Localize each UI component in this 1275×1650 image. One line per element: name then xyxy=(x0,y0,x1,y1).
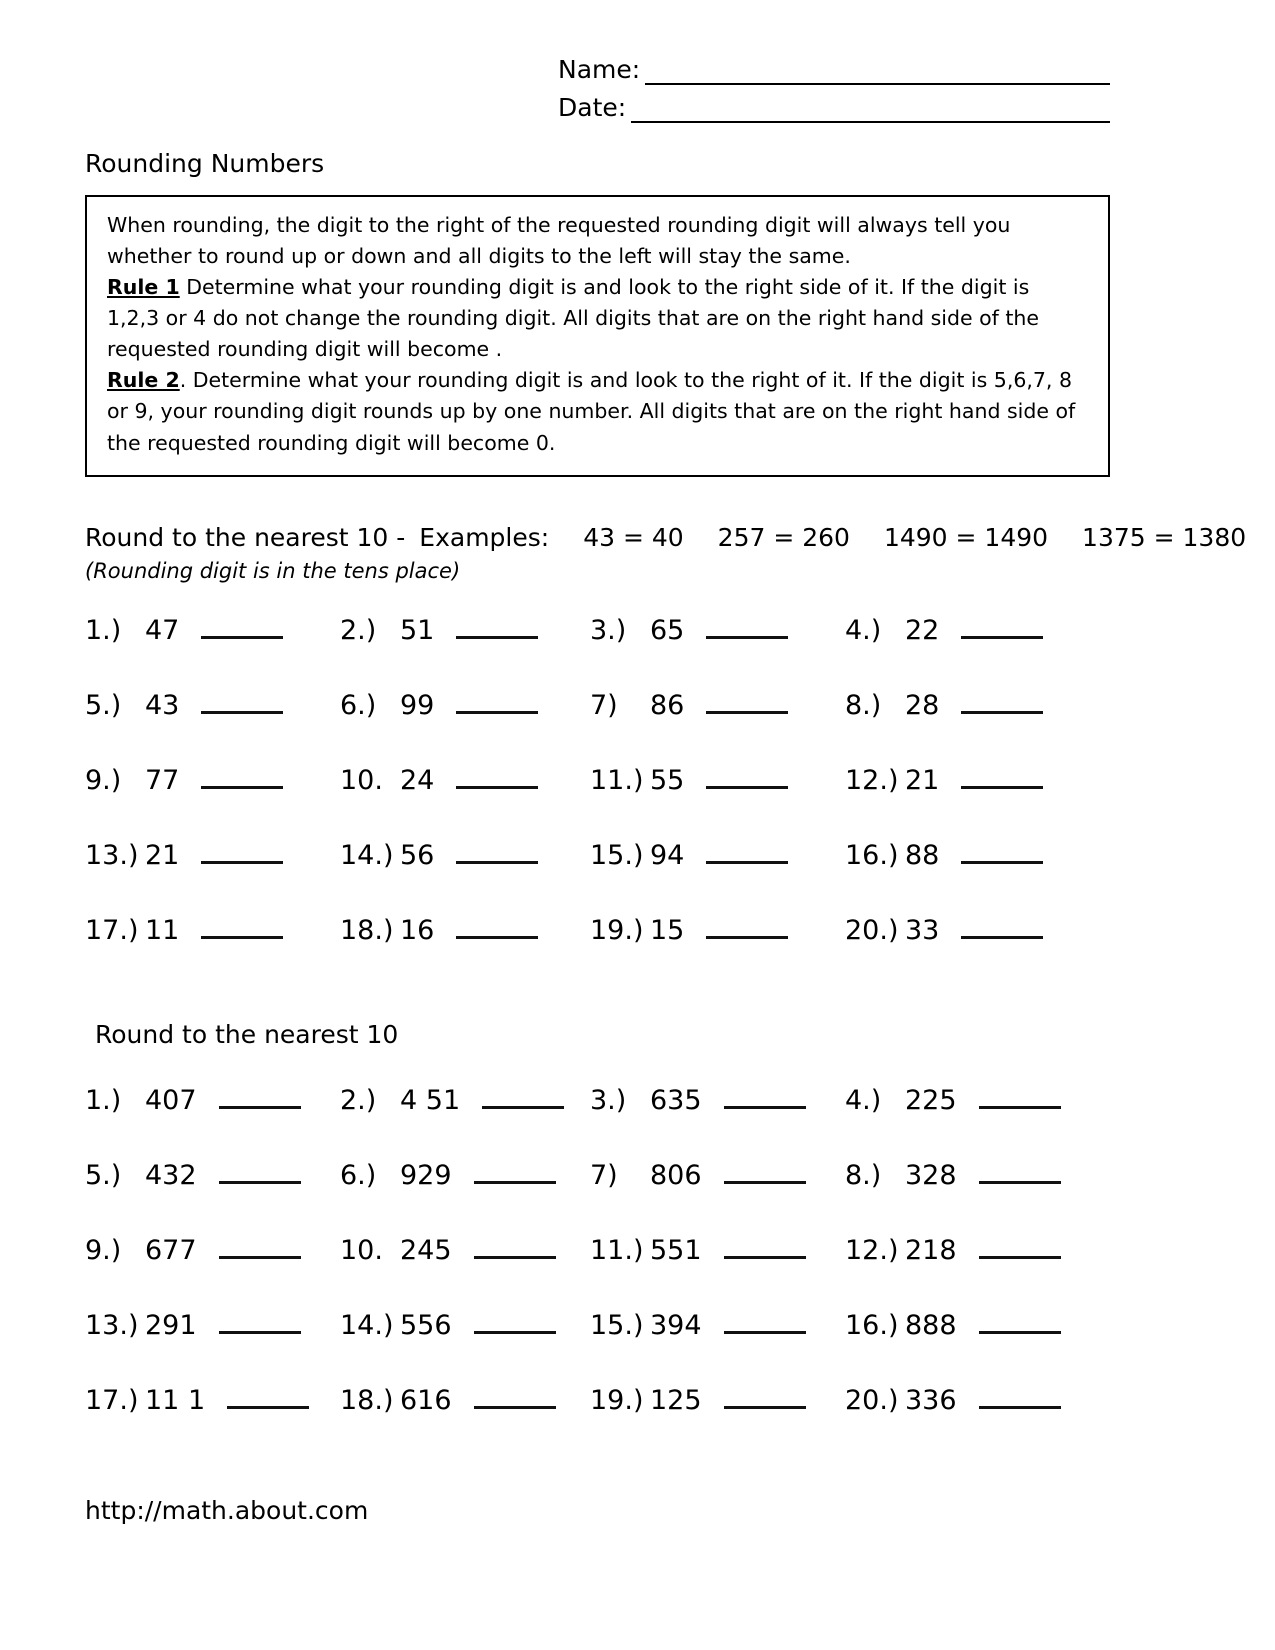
section1-heading: Round to the nearest 10 - xyxy=(85,522,406,552)
name-blank-line xyxy=(645,59,1110,85)
problem-item xyxy=(845,1385,1110,1416)
problem-item xyxy=(590,765,845,796)
problem-item xyxy=(845,1160,1110,1191)
answer-blank-line xyxy=(201,636,283,639)
problem-label: 8.) xyxy=(845,1159,882,1191)
problem-item xyxy=(845,1310,1110,1341)
example-4: 1375 = 1380 xyxy=(1082,522,1247,552)
answer-blank-line xyxy=(961,711,1043,714)
problem-label: 6.) xyxy=(340,1159,377,1191)
problem-item xyxy=(845,615,1110,646)
rule2-label: Rule 2 xyxy=(107,368,180,393)
problem-label: 12.) xyxy=(845,1234,899,1266)
problem-item xyxy=(340,765,590,796)
problem-label: 15.) xyxy=(590,1309,644,1341)
problem-number: 125 xyxy=(650,1384,702,1416)
answer-blank-line xyxy=(706,711,788,714)
problem-label: 13.) xyxy=(85,1309,139,1341)
section1-note: (Rounding digit is in the tens place) xyxy=(85,558,461,583)
answer-blank-line xyxy=(724,1406,806,1409)
rule2-text: . Determine what your rounding digit is and look to the right of it. If the digit is 5,6,7, 8 or 9, your rounding digit rounds up by one number. All digits that are on the right hand side of the requested rounding digit will become 0. xyxy=(107,368,1076,455)
answer-blank-line xyxy=(979,1406,1061,1409)
problem-item xyxy=(85,1235,340,1266)
problem-number: 16 xyxy=(400,914,435,946)
problem-number: 56 xyxy=(400,839,435,871)
answer-blank-line xyxy=(979,1256,1061,1259)
rules-box xyxy=(85,195,1110,477)
name-row xyxy=(558,56,1110,85)
problem-number: 394 xyxy=(650,1309,702,1341)
problem-item xyxy=(845,1235,1110,1266)
problem-label: 10. xyxy=(340,764,383,796)
answer-blank-line xyxy=(474,1181,556,1184)
problem-number: 21 xyxy=(145,839,180,871)
problem-item xyxy=(590,1385,845,1416)
answer-blank-line xyxy=(724,1331,806,1334)
problem-number: 888 xyxy=(905,1309,957,1341)
problem-label: 11.) xyxy=(590,1234,644,1266)
problem-label: 5.) xyxy=(85,1159,122,1191)
rules-intro: When rounding, the digit to the right of the requested rounding digit will always tell you whether to round up or down and all digits to the left will stay the same. xyxy=(107,212,1011,268)
answer-blank-line xyxy=(456,711,538,714)
problem-number: 616 xyxy=(400,1384,452,1416)
problem-number: 677 xyxy=(145,1234,197,1266)
problem-item xyxy=(85,915,340,946)
answer-blank-line xyxy=(219,1256,301,1259)
problem-item xyxy=(590,690,845,721)
answer-blank-line xyxy=(219,1106,301,1109)
problem-label: 16.) xyxy=(845,1309,899,1341)
problem-label: 5.) xyxy=(85,689,122,721)
problem-label: 19.) xyxy=(590,1384,644,1416)
problem-item xyxy=(340,615,590,646)
problem-label: 15.) xyxy=(590,839,644,871)
problem-item xyxy=(85,765,340,796)
problem-label: 11.) xyxy=(590,764,644,796)
problem-item xyxy=(85,1160,340,1191)
answer-blank-line xyxy=(201,861,283,864)
problem-number: 929 xyxy=(400,1159,452,1191)
problem-label: 8.) xyxy=(845,689,882,721)
problem-item xyxy=(85,840,340,871)
name-label: Name: xyxy=(558,55,641,84)
problem-number: 225 xyxy=(905,1084,957,1116)
problem-label: 4.) xyxy=(845,1084,882,1116)
problem-item xyxy=(590,840,845,871)
problem-label: 12.) xyxy=(845,764,899,796)
problem-label: 9.) xyxy=(85,1234,122,1266)
problem-label: 2.) xyxy=(340,1084,377,1116)
answer-blank-line xyxy=(961,936,1043,939)
problem-label: 3.) xyxy=(590,1084,627,1116)
problem-number: 336 xyxy=(905,1384,957,1416)
problem-number: 218 xyxy=(905,1234,957,1266)
answer-blank-line xyxy=(961,861,1043,864)
answer-blank-line xyxy=(201,786,283,789)
problem-number: 15 xyxy=(650,914,685,946)
answer-blank-line xyxy=(456,786,538,789)
answer-blank-line xyxy=(724,1106,806,1109)
problem-number: 4 51 xyxy=(400,1084,461,1116)
problem-number: 291 xyxy=(145,1309,197,1341)
section2-heading: Round to the nearest 10 xyxy=(95,1019,399,1049)
rule1-text: Determine what your rounding digit is and look to the right side of it. If the digit is 1,2,3 or 4 do not change the rounding digit. All digits that are on the right hand side of the requested rounding digit will become . xyxy=(107,274,1040,362)
answer-blank-line xyxy=(456,636,538,639)
answer-blank-line xyxy=(961,786,1043,789)
problem-item xyxy=(85,1385,340,1416)
problem-label: 18.) xyxy=(340,914,394,946)
answer-blank-line xyxy=(474,1331,556,1334)
problem-label: 17.) xyxy=(85,914,139,946)
problem-item xyxy=(590,1235,845,1266)
problem-number: 99 xyxy=(400,689,435,721)
answer-blank-line xyxy=(201,711,283,714)
problem-item xyxy=(845,915,1110,946)
problem-number: 551 xyxy=(650,1234,702,1266)
problem-label: 1.) xyxy=(85,1084,122,1116)
example-3: 1490 = 1490 xyxy=(883,522,1049,552)
problem-number: 11 xyxy=(145,914,180,946)
source-url: http://math.about.com xyxy=(85,1495,369,1525)
problem-item xyxy=(340,1235,590,1266)
problem-label: 20.) xyxy=(845,1384,899,1416)
problem-label: 2.) xyxy=(340,614,377,646)
section1-heading-row xyxy=(85,522,1247,552)
rule1-label: Rule 1 xyxy=(107,274,180,299)
problem-item xyxy=(845,840,1110,871)
answer-blank-line xyxy=(706,786,788,789)
problem-label: 14.) xyxy=(340,1309,394,1341)
problem-number: 33 xyxy=(905,914,940,946)
problem-number: 88 xyxy=(905,839,940,871)
problem-number: 432 xyxy=(145,1159,197,1191)
problem-label: 7) xyxy=(590,689,618,721)
page-title: Rounding Numbers xyxy=(85,148,325,178)
problem-number: 55 xyxy=(650,764,685,796)
problem-item xyxy=(85,615,340,646)
problem-label: 6.) xyxy=(340,689,377,721)
problem-label: 20.) xyxy=(845,914,899,946)
answer-blank-line xyxy=(201,936,283,939)
problem-label: 7) xyxy=(590,1159,618,1191)
section2-problems xyxy=(85,1085,1110,1416)
examples-label: Examples: xyxy=(419,522,550,552)
problem-label: 1.) xyxy=(85,614,122,646)
answer-blank-line xyxy=(961,636,1043,639)
answer-blank-line xyxy=(706,636,788,639)
answer-blank-line xyxy=(724,1256,806,1259)
problem-number: 47 xyxy=(145,614,180,646)
problem-item xyxy=(845,1085,1110,1116)
problem-label: 3.) xyxy=(590,614,627,646)
problem-number: 245 xyxy=(400,1234,452,1266)
problem-number: 21 xyxy=(905,764,940,796)
problem-number: 86 xyxy=(650,689,685,721)
section1-problems xyxy=(85,615,1110,946)
problem-number: 328 xyxy=(905,1159,957,1191)
problem-label: 4.) xyxy=(845,614,882,646)
problem-label: 19.) xyxy=(590,914,644,946)
problem-label: 17.) xyxy=(85,1384,139,1416)
problem-label: 14.) xyxy=(340,839,394,871)
example-1: 43 = 40 xyxy=(583,522,684,552)
problem-item xyxy=(340,840,590,871)
problem-number: 24 xyxy=(400,764,435,796)
answer-blank-line xyxy=(979,1331,1061,1334)
problem-item xyxy=(340,1385,590,1416)
problem-number: 11 1 xyxy=(145,1384,206,1416)
problem-item xyxy=(590,1160,845,1191)
problem-number: 22 xyxy=(905,614,940,646)
problem-item xyxy=(590,1085,845,1116)
answer-blank-line xyxy=(227,1406,309,1409)
problem-item xyxy=(340,915,590,946)
problem-number: 94 xyxy=(650,839,685,871)
problem-item xyxy=(590,615,845,646)
answer-blank-line xyxy=(456,936,538,939)
problem-number: 556 xyxy=(400,1309,452,1341)
problem-label: 10. xyxy=(340,1234,383,1266)
answer-blank-line xyxy=(456,861,538,864)
problem-number: 43 xyxy=(145,689,180,721)
problem-item xyxy=(340,690,590,721)
problem-item xyxy=(340,1310,590,1341)
date-label: Date: xyxy=(558,92,627,122)
problem-number: 806 xyxy=(650,1159,702,1191)
problem-label: 18.) xyxy=(340,1384,394,1416)
date-blank-line xyxy=(631,96,1110,122)
student-id-block xyxy=(558,56,1110,123)
problem-number: 77 xyxy=(145,764,180,796)
example-2: 257 = 260 xyxy=(717,522,850,552)
problem-number: 51 xyxy=(400,614,435,646)
problem-item xyxy=(845,765,1110,796)
problem-label: 9.) xyxy=(85,764,122,796)
problem-item xyxy=(590,1310,845,1341)
problem-item xyxy=(340,1085,590,1116)
problem-number: 28 xyxy=(905,689,940,721)
problem-label: 16.) xyxy=(845,839,899,871)
problem-number: 407 xyxy=(145,1084,197,1116)
date-row xyxy=(558,94,1110,123)
answer-blank-line xyxy=(979,1106,1061,1109)
problem-item xyxy=(845,690,1110,721)
problem-item xyxy=(340,1160,590,1191)
answer-blank-line xyxy=(219,1331,301,1334)
answer-blank-line xyxy=(979,1181,1061,1184)
problem-item xyxy=(85,1310,340,1341)
problem-label: 13.) xyxy=(85,839,139,871)
answer-blank-line xyxy=(219,1181,301,1184)
problem-item xyxy=(85,1085,340,1116)
answer-blank-line xyxy=(474,1406,556,1409)
problem-number: 65 xyxy=(650,614,685,646)
problem-number: 635 xyxy=(650,1084,702,1116)
answer-blank-line xyxy=(482,1106,564,1109)
problem-item xyxy=(85,690,340,721)
answer-blank-line xyxy=(474,1256,556,1259)
answer-blank-line xyxy=(724,1181,806,1184)
answer-blank-line xyxy=(706,936,788,939)
problem-item xyxy=(590,915,845,946)
answer-blank-line xyxy=(706,861,788,864)
